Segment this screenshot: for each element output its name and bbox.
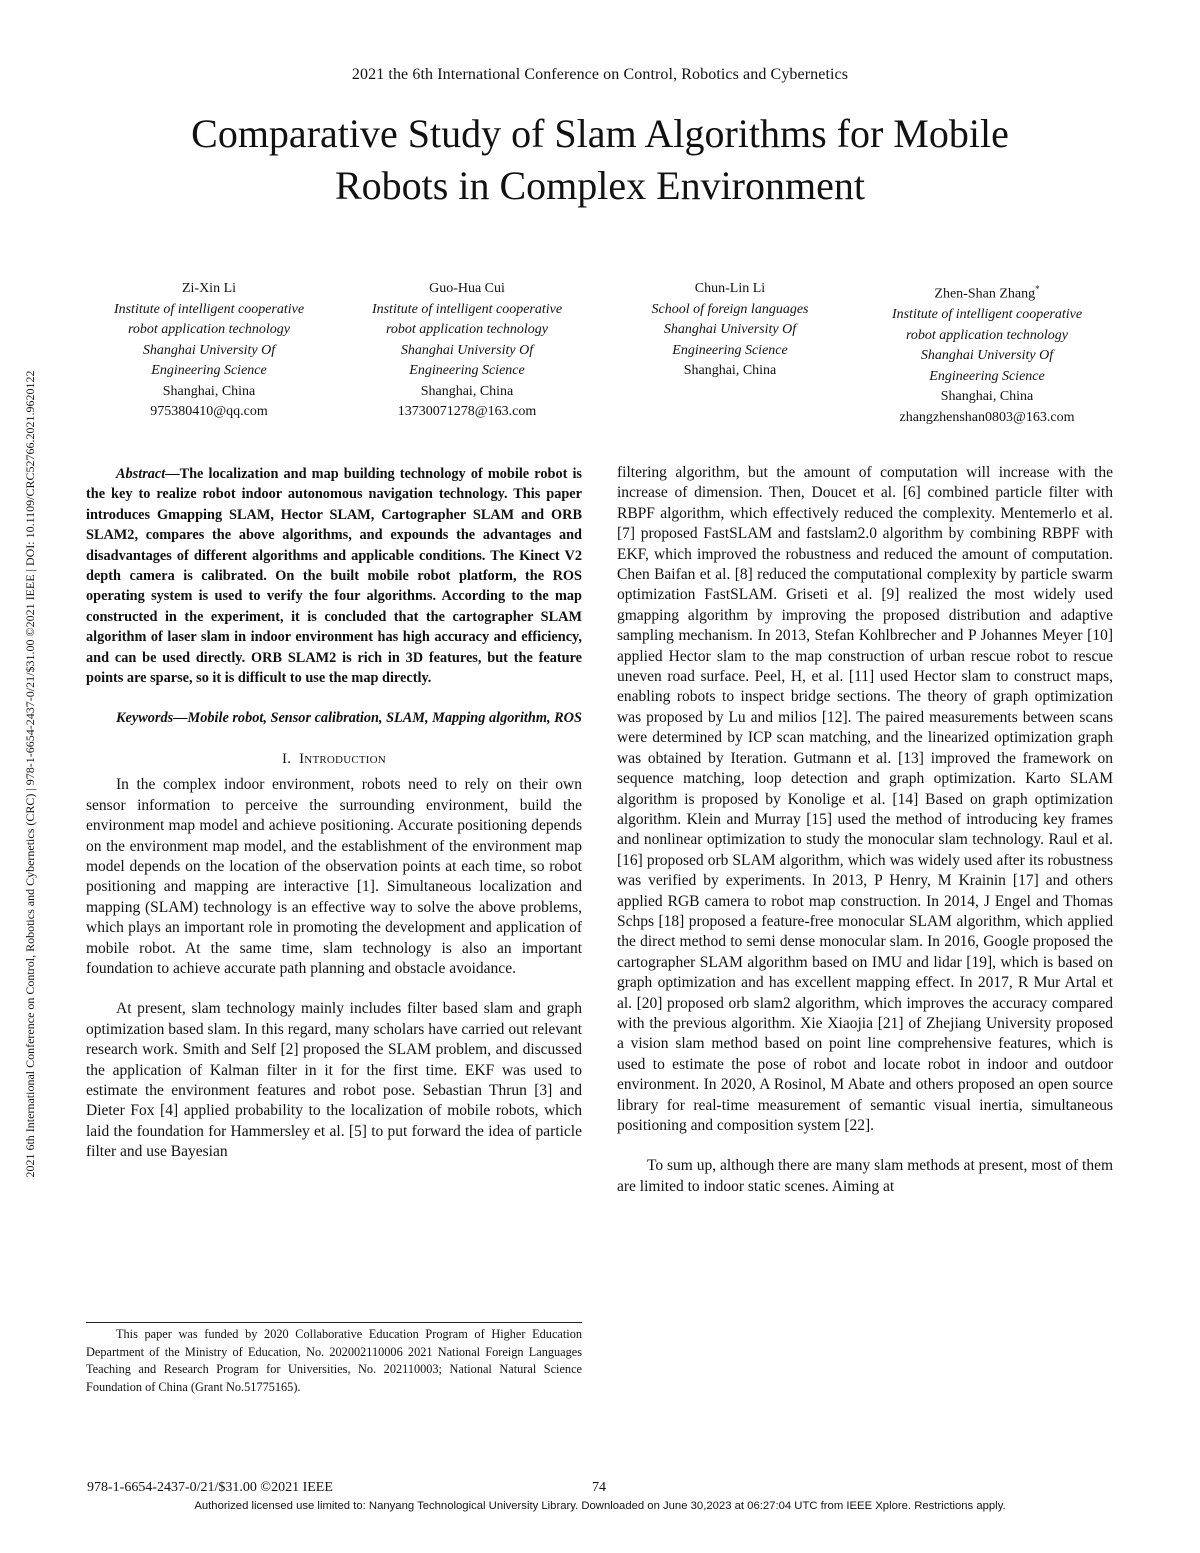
title-line-1: Comparative Study of Slam Algorithms for Mobile [191,111,1009,156]
author-affiliation-line: Institute of intelligent cooperative [371,301,563,317]
keywords: Keywords—Mobile robot, Sensor calibration, SLAM, Mapping algorithm, ROS [116,710,582,727]
paragraph-2: At present, slam technology mainly includes filter based slam and graph optimization based slam. In this regard, many scholars have carried out relevant research work. Smith and Self [2] proposed the SLAM problem, and discussed the application of Kalman filter in it for the first time. EKF was used to estimate the environment features and robot pose. Sebastian Thrun [3] and Dieter Fox [4] applied probability to the localization of mobile robots, which laid the foundation for Hammersley et al. [5] to put forward the idea of particle filter and use Bayesian [86,1000,582,1161]
author-location: Shanghai, China [162,383,256,399]
author-2 [342,279,592,423]
author-email: zhangzhenshan0803@163.com [899,409,1075,425]
author-affiliation-line: robot application technology [127,322,290,337]
section-title: Introduction [299,750,386,767]
title-line-2: Robots in Complex Environment [335,163,865,208]
author-name [862,279,1112,305]
left-column [86,464,582,1163]
author-affiliation-line: School of foreign languages [651,301,809,317]
author-email: 975380410@qq.com [150,404,268,419]
author-1 [84,279,334,423]
author-affiliation-line: Shanghai University Of [142,342,276,358]
author-name: Guo-Hua Cui [429,281,505,296]
author-affiliation-line: Institute of intelligent cooperative [113,301,305,317]
author-affiliation-line: Shanghai University Of [920,348,1054,364]
author-affiliation-line: Engineering Science [151,363,267,378]
abstract-text: —The localization and map building technology of mobile robot is the key to realize robot indoor autonomous navigation technology. This paper introduces Gmapping SLAM, Hector SLAM, Cartographer SLAM and ORB SLAM2, compares the above algorithms, and expounds the advantages and disadvantages of different algorithms and applicable conditions. The Kinect V2 depth camera is calibrated. On the built mobile robot platform, the ROS operating system is used to verify the four algorithms. According to the map constructed in the experiment, it is concluded that the cartographer SLAM algorithm of laser slam in indoor environment has high accuracy and efficiency, and can be used directly. ORB SLAM2 is rich in 3D features, but the feature points are sparse, so it is difficult to use the map directly. [86,466,582,687]
funding-footnote: This paper was funded by 2020 Collaborative Education Program of Higher Education Department of the Ministry of Education, No. 202002110006 2021 National Foreign Languages Teaching and Research Program for Universities, No. 202110003; National Natural Science Foundation of China (Grant No.51775165). [86,1327,582,1395]
footer-isbn: 978-1-6654-2437-0/21/$31.00 ©2021 IEEE [87,1480,333,1495]
author-affiliation-line: Shanghai University Of [663,322,797,337]
author-name-text: Zhen-Shan Zhang [934,286,1036,302]
author-name: Chun-Lin Li [694,281,766,296]
right-column [617,463,1113,1197]
paper-title [100,108,1100,212]
author-affiliation-line: robot application technology [385,322,548,337]
author-name: Zi-Xin Li [181,281,237,296]
author-3 [605,279,855,382]
author-4 [862,279,1112,428]
section-number: I. [282,750,292,767]
abstract-label: Abstract [116,466,166,482]
author-location: Shanghai, China [683,363,777,378]
footnote-divider [86,1322,582,1323]
side-doi-text: 2021 6th International Conference on Control, Robotics and Cybernetics (CRC) | 978-1-6654-2437-0/21/$31.00 ©2021 IEEE | DOI: 10.1109/CRC52766.2021.9620122 [23,370,37,1178]
author-location: Shanghai, China [940,389,1034,405]
paragraph-3: filtering algorithm, but the amount of computation will increase with the increase of dimension. Then, Doucet et al. [6] combined particle filter with RBPF algorithm, which effectively reduced the complexity. Mentemerlo et al. [7] proposed FastSLAM and fastslam2.0 algorithm by combining RBPF with EKF, which improved the robustness and reduced the amount of computation. Chen Baifan et al. [8] reduced the computational complexity by particle swarm optimization FastSLAM. Griseti et al. [9] realized the most widely used gmapping algorithm by improving the proposed distribution and adaptive sampling mechanism. In 2013, Stefan Kohlbrecher and P Johannes Meyer [10] applied Hector slam to the map construction of urban rescue robot to rescue uneven road surface. Peel, H, et al. [11] used Hector slam to construct maps, enabling robots to inspect bridge sections. The theory of graph optimization was proposed by Lu and milios [12]. The paired measurements between scans were determined by ICP scan matching, and the linearized optimization graph was obtained by Iteration. Gutmann et al. [13] improved the framework on sequence matching, loop detection and graph optimization. Karto SLAM algorithm is proposed by Konolige et al. [14] Based on graph optimization algorithm. Klein and Murray [15] used the method of introducing key frames and nonlinear optimization to study the monocular slam technology. Raul et al. [16] proposed orb SLAM algorithm, which was widely used after its robustness was verified by experiments. In 2013, P Henry, M Krainin [17] and others applied RGB camera to robot map construction. In 2014, J Engel and Thomas Schps [18] proposed a feature-free monocular SLAM algorithm, which applied the direct method to semi dense monocular slam. In 2016, Google proposed the cartographer SLAM algorithm based on IMU and lidar [19], which is based on graph optimization and has excellent mapping effect. In 2017, R Mur Artal et al. [20] proposed orb slam2 algorithm, which improves the accuracy compared with the previous algorithm. Xie Xiaojia [21] of Zhejiang University proposed a vision slam method based on point line comprehensive features, which is used to estimate the pose of robot and locate robot in indoor and outdoor environment. In 2020, A Rosinol, M Abate and others proposed an open source library for real-time measurement of semantic visual inertia, simultaneous positioning and composition system [22]. [617,464,1113,1134]
author-affiliation-line: Engineering Science [672,342,788,358]
paragraph-1: In the complex indoor environment, robots need to rely on their own sensor information to perceive the surrounding environment, build the environment map model and achieve positioning. Accurate positioning depends on the environment map model, and the establishment of the environment map model depends on the location of the observation points at each time, so robot positioning and mapping are interactive [1]. Simultaneous localization and mapping (SLAM) technology is an effective way to solve the above problems, which plays an important role in promoting the development and application of mobile robot. At the same time, slam technology is also an important foundation to achieve accurate path planning and obstacle avoidance. [86,776,582,977]
author-affiliation-line: Shanghai University Of [400,342,534,358]
author-affiliation-line: Engineering Science [409,363,525,378]
author-affiliation-line: robot application technology [905,327,1068,343]
authorized-use-notice: Authorized licensed use limited to: Nanyang Technological University Library. Downloaded on June 30,2023 at 06:27:04 UTC from IEEE Xplore. Restrictions apply. [194,1500,1006,1512]
conference-header: 2021 the 6th International Conference on Control, Robotics and Cybernetics [351,66,849,83]
author-email: 13730071278@163.com [397,404,537,419]
author-affiliation-line: Engineering Science [929,368,1045,384]
corresponding-author-mark: * [1035,284,1040,294]
author-location: Shanghai, China [420,383,514,399]
abstract [86,464,582,688]
section-heading-introduction [86,749,582,769]
author-affiliation-line: Institute of intelligent cooperative [891,307,1083,323]
paragraph-4: To sum up, although there are many slam methods at present, most of them are limited to indoor static scenes. Aiming at [617,1157,1113,1195]
page-number: 74 [592,1480,606,1495]
